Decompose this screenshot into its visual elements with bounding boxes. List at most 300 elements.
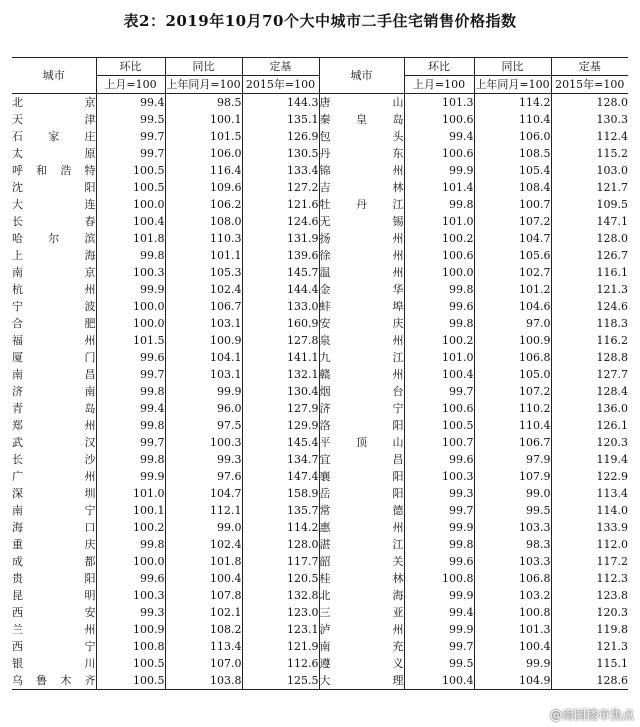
mom-value-right: 99.9 <box>404 519 474 536</box>
city-right: 吉林 <box>319 181 404 194</box>
base-value-right: 115.2 <box>551 145 628 162</box>
base-value-right: 127.7 <box>551 366 628 383</box>
yoy-value-left: 106.0 <box>165 145 242 162</box>
mom-value-right: 99.6 <box>404 553 474 570</box>
city-left: 宁波 <box>12 300 96 313</box>
mom-value-left: 99.9 <box>96 468 165 485</box>
base-value-left: 131.9 <box>242 230 319 247</box>
table-row <box>12 485 628 502</box>
city-left: 合肥 <box>12 317 96 330</box>
base-value-right: 128.0 <box>551 94 628 112</box>
base-value-right: 115.1 <box>551 655 628 672</box>
table-body <box>12 94 628 690</box>
base-value-right: 120.3 <box>551 604 628 621</box>
city-right: 常德 <box>319 504 404 517</box>
table-row <box>12 332 628 349</box>
mom-value-left: 101.5 <box>96 332 165 349</box>
base-value-right: 112.4 <box>551 128 628 145</box>
city-right: 南充 <box>319 640 404 653</box>
yoy-header-left: 同比 <box>165 58 242 76</box>
mom-value-left: 101.8 <box>96 230 165 247</box>
yoy-value-right: 100.8 <box>474 604 551 621</box>
mom-value-right: 99.3 <box>404 485 474 502</box>
yoy-value-left: 107.0 <box>165 655 242 672</box>
city-right: 锦州 <box>319 164 404 177</box>
table-row <box>12 655 628 672</box>
city-right: 蚌埠 <box>319 300 404 313</box>
mom-value-right: 101.0 <box>404 213 474 230</box>
base-value-right: 126.7 <box>551 247 628 264</box>
yoy-value-right: 101.2 <box>474 281 551 298</box>
table-row <box>12 502 628 519</box>
mom-value-right: 101.4 <box>404 179 474 196</box>
base-header-left: 定基 <box>242 58 319 76</box>
mom-value-left: 99.8 <box>96 451 165 468</box>
yoy-value-right: 104.6 <box>474 298 551 315</box>
city-left: 沈阳 <box>12 181 96 194</box>
yoy-value-left: 103.8 <box>165 672 242 690</box>
yoy-value-right: 106.0 <box>474 128 551 145</box>
mom-value-left: 100.5 <box>96 655 165 672</box>
base-value-right: 124.6 <box>551 298 628 315</box>
base-value-right: 122.9 <box>551 468 628 485</box>
yoy-value-right: 99.5 <box>474 502 551 519</box>
table-row <box>12 94 628 112</box>
yoy-value-left: 100.4 <box>165 570 242 587</box>
city-right: 赣州 <box>319 368 404 381</box>
city-left: 石家庄 <box>12 130 96 143</box>
table-row <box>12 570 628 587</box>
base-value-left: 141.1 <box>242 349 319 366</box>
city-left: 成都 <box>12 555 96 568</box>
mom-value-left: 100.3 <box>96 264 165 281</box>
city-right: 宜昌 <box>319 453 404 466</box>
base-sub-right: 2015年=100 <box>551 76 628 94</box>
base-value-left: 139.6 <box>242 247 319 264</box>
mom-value-right: 100.3 <box>404 468 474 485</box>
yoy-value-right: 103.3 <box>474 553 551 570</box>
mom-value-right: 99.7 <box>404 502 474 519</box>
mom-header-left: 环比 <box>96 58 165 76</box>
base-value-right: 123.8 <box>551 587 628 604</box>
city-right: 济宁 <box>319 402 404 415</box>
yoy-sub-left: 上年同月=100 <box>165 76 242 94</box>
mom-value-left: 99.8 <box>96 383 165 400</box>
city-right: 北海 <box>319 589 404 602</box>
mom-header-right: 环比 <box>404 58 474 76</box>
yoy-value-left: 106.2 <box>165 196 242 213</box>
table-row <box>12 111 628 128</box>
mom-value-left: 99.5 <box>96 111 165 128</box>
yoy-value-left: 105.3 <box>165 264 242 281</box>
yoy-value-right: 104.9 <box>474 672 551 690</box>
yoy-value-left: 102.1 <box>165 604 242 621</box>
base-value-right: 114.0 <box>551 502 628 519</box>
yoy-value-right: 106.8 <box>474 349 551 366</box>
table-row <box>12 298 628 315</box>
base-value-left: 127.2 <box>242 179 319 196</box>
yoy-value-right: 100.7 <box>474 196 551 213</box>
price-index-table <box>12 57 628 690</box>
yoy-value-left: 103.1 <box>165 315 242 332</box>
mom-value-left: 100.5 <box>96 179 165 196</box>
city-right: 扬州 <box>319 232 404 245</box>
yoy-value-right: 105.0 <box>474 366 551 383</box>
base-value-right: 113.4 <box>551 485 628 502</box>
table-row <box>12 145 628 162</box>
yoy-value-right: 106.7 <box>474 434 551 451</box>
yoy-value-right: 108.4 <box>474 179 551 196</box>
city-right: 包头 <box>319 130 404 143</box>
city-left: 哈尔滨 <box>12 232 96 245</box>
mom-value-right: 99.8 <box>404 536 474 553</box>
mom-value-left: 99.3 <box>96 604 165 621</box>
base-sub-left: 2015年=100 <box>242 76 319 94</box>
mom-value-right: 99.8 <box>404 196 474 213</box>
base-value-right: 116.1 <box>551 264 628 281</box>
city-left: 北京 <box>12 96 96 109</box>
base-value-left: 128.0 <box>242 536 319 553</box>
mom-value-right: 99.4 <box>404 604 474 621</box>
city-left: 上海 <box>12 249 96 262</box>
mom-value-left: 100.0 <box>96 553 165 570</box>
table-row <box>12 383 628 400</box>
mom-value-left: 99.4 <box>96 400 165 417</box>
city-right: 秦皇岛 <box>319 113 404 126</box>
city-left: 青岛 <box>12 402 96 415</box>
yoy-value-left: 99.3 <box>165 451 242 468</box>
table-row <box>12 247 628 264</box>
base-value-right: 119.4 <box>551 451 628 468</box>
base-value-right: 128.4 <box>551 383 628 400</box>
city-right: 大理 <box>319 672 404 690</box>
city-right: 湛江 <box>319 538 404 551</box>
yoy-value-right: 99.9 <box>474 655 551 672</box>
base-value-left: 134.7 <box>242 451 319 468</box>
yoy-value-left: 102.4 <box>165 281 242 298</box>
yoy-value-left: 100.1 <box>165 111 242 128</box>
city-header-right: 城市 <box>319 58 404 94</box>
mom-value-right: 99.5 <box>404 655 474 672</box>
mom-value-right: 99.6 <box>404 451 474 468</box>
city-left: 长春 <box>12 215 96 228</box>
mom-value-left: 99.6 <box>96 349 165 366</box>
yoy-value-left: 109.6 <box>165 179 242 196</box>
yoy-value-right: 100.4 <box>474 638 551 655</box>
city-right: 桂林 <box>319 572 404 585</box>
city-left: 乌鲁木齐 <box>12 672 96 690</box>
yoy-value-left: 97.6 <box>165 468 242 485</box>
mom-value-right: 100.6 <box>404 111 474 128</box>
table-row <box>12 536 628 553</box>
city-left: 西宁 <box>12 640 96 653</box>
base-value-left: 127.8 <box>242 332 319 349</box>
yoy-value-right: 106.8 <box>474 570 551 587</box>
mom-value-right: 100.8 <box>404 570 474 587</box>
mom-value-left: 99.8 <box>96 247 165 264</box>
yoy-value-left: 99.0 <box>165 519 242 536</box>
table-row <box>12 621 628 638</box>
table-row <box>12 553 628 570</box>
mom-value-left: 100.5 <box>96 672 165 690</box>
mom-value-right: 99.8 <box>404 315 474 332</box>
city-header-left: 城市 <box>12 58 96 94</box>
mom-value-right: 100.2 <box>404 332 474 349</box>
base-value-left: 160.9 <box>242 315 319 332</box>
base-value-left: 144.4 <box>242 281 319 298</box>
city-left: 广州 <box>12 470 96 483</box>
mom-value-right: 100.5 <box>404 417 474 434</box>
table-row <box>12 128 628 145</box>
yoy-value-left: 101.8 <box>165 553 242 570</box>
base-value-left: 127.9 <box>242 400 319 417</box>
base-value-left: 120.5 <box>242 570 319 587</box>
table-row <box>12 400 628 417</box>
base-value-left: 125.5 <box>242 672 319 690</box>
mom-value-left: 100.9 <box>96 621 165 638</box>
mom-value-right: 99.9 <box>404 587 474 604</box>
yoy-value-right: 100.9 <box>474 332 551 349</box>
table-row <box>12 162 628 179</box>
mom-value-right: 100.6 <box>404 247 474 264</box>
yoy-value-right: 97.0 <box>474 315 551 332</box>
yoy-value-right: 103.2 <box>474 587 551 604</box>
base-value-right: 147.1 <box>551 213 628 230</box>
table-row <box>12 264 628 281</box>
base-value-left: 135.1 <box>242 111 319 128</box>
base-value-right: 112.0 <box>551 536 628 553</box>
yoy-value-right: 104.7 <box>474 230 551 247</box>
city-left: 兰州 <box>12 623 96 636</box>
mom-value-left: 99.4 <box>96 94 165 112</box>
city-right: 岳阳 <box>319 487 404 500</box>
base-value-right: 103.0 <box>551 162 628 179</box>
yoy-value-left: 112.1 <box>165 502 242 519</box>
city-right: 泉州 <box>319 334 404 347</box>
table-row <box>12 451 628 468</box>
mom-value-right: 100.6 <box>404 145 474 162</box>
base-value-right: 128.0 <box>551 230 628 247</box>
city-left: 贵阳 <box>12 572 96 585</box>
mom-sub-left: 上月=100 <box>96 76 165 94</box>
city-right: 徐州 <box>319 249 404 262</box>
city-right: 丹东 <box>319 147 404 160</box>
city-left: 福州 <box>12 334 96 347</box>
yoy-value-right: 101.3 <box>474 621 551 638</box>
city-left: 大连 <box>12 198 96 211</box>
base-value-right: 128.6 <box>551 672 628 690</box>
city-right: 遵义 <box>319 657 404 670</box>
base-value-left: 135.7 <box>242 502 319 519</box>
city-left: 天津 <box>12 113 96 126</box>
yoy-value-left: 110.3 <box>165 230 242 247</box>
table-row <box>12 366 628 383</box>
mom-value-right: 99.4 <box>404 128 474 145</box>
mom-value-left: 100.8 <box>96 638 165 655</box>
base-value-left: 117.7 <box>242 553 319 570</box>
yoy-value-left: 104.7 <box>165 485 242 502</box>
mom-value-left: 100.5 <box>96 162 165 179</box>
city-left: 深圳 <box>12 487 96 500</box>
yoy-value-right: 105.6 <box>474 247 551 264</box>
base-value-left: 123.0 <box>242 604 319 621</box>
yoy-value-left: 108.2 <box>165 621 242 638</box>
yoy-value-left: 106.7 <box>165 298 242 315</box>
table-row <box>12 468 628 485</box>
city-right: 温州 <box>319 266 404 279</box>
city-left: 郑州 <box>12 419 96 432</box>
yoy-value-left: 99.9 <box>165 383 242 400</box>
mom-value-right: 100.6 <box>404 400 474 417</box>
base-value-right: 130.3 <box>551 111 628 128</box>
mom-value-left: 99.8 <box>96 417 165 434</box>
city-right: 金华 <box>319 283 404 296</box>
base-value-left: 114.2 <box>242 519 319 536</box>
table-row <box>12 434 628 451</box>
table-row <box>12 417 628 434</box>
mom-value-left: 100.0 <box>96 298 165 315</box>
base-value-left: 124.6 <box>242 213 319 230</box>
table-row <box>12 672 628 690</box>
base-value-right: 133.9 <box>551 519 628 536</box>
yoy-value-left: 103.1 <box>165 366 242 383</box>
city-left: 济南 <box>12 385 96 398</box>
base-value-left: 130.5 <box>242 145 319 162</box>
city-left: 南宁 <box>12 504 96 517</box>
mom-value-right: 101.3 <box>404 94 474 112</box>
city-right: 洛阳 <box>319 419 404 432</box>
base-value-left: 130.4 <box>242 383 319 400</box>
yoy-value-right: 98.3 <box>474 536 551 553</box>
base-value-right: 112.3 <box>551 570 628 587</box>
mom-value-left: 99.7 <box>96 434 165 451</box>
city-left: 杭州 <box>12 283 96 296</box>
mom-value-right: 99.7 <box>404 383 474 400</box>
yoy-value-left: 113.4 <box>165 638 242 655</box>
mom-value-right: 99.9 <box>404 162 474 179</box>
base-value-right: 109.5 <box>551 196 628 213</box>
base-value-left: 123.1 <box>242 621 319 638</box>
yoy-value-right: 99.0 <box>474 485 551 502</box>
mom-value-right: 100.4 <box>404 672 474 690</box>
city-left: 南昌 <box>12 368 96 381</box>
city-right: 泸州 <box>319 623 404 636</box>
city-left: 重庆 <box>12 538 96 551</box>
yoy-value-right: 105.4 <box>474 162 551 179</box>
base-value-left: 121.9 <box>242 638 319 655</box>
city-right: 惠州 <box>319 521 404 534</box>
mom-value-right: 101.0 <box>404 349 474 366</box>
city-left: 银川 <box>12 657 96 670</box>
mom-value-left: 100.0 <box>96 315 165 332</box>
mom-value-right: 99.8 <box>404 281 474 298</box>
city-left: 西安 <box>12 606 96 619</box>
table-row <box>12 638 628 655</box>
yoy-value-right: 114.2 <box>474 94 551 112</box>
yoy-sub-right: 上年同月=100 <box>474 76 551 94</box>
mom-value-left: 99.6 <box>96 570 165 587</box>
city-left: 海口 <box>12 521 96 534</box>
city-right: 烟台 <box>319 385 404 398</box>
table-row <box>12 230 628 247</box>
header-row-top <box>12 58 628 76</box>
table-row <box>12 196 628 213</box>
city-left: 长沙 <box>12 453 96 466</box>
table-row <box>12 604 628 621</box>
base-value-right: 121.7 <box>551 179 628 196</box>
base-value-right: 136.0 <box>551 400 628 417</box>
yoy-value-right: 110.2 <box>474 400 551 417</box>
city-right: 韶关 <box>319 555 404 568</box>
yoy-value-left: 100.9 <box>165 332 242 349</box>
watermark: @南国楼市焦点 <box>549 708 634 722</box>
city-right: 襄阳 <box>319 470 404 483</box>
city-left: 太原 <box>12 147 96 160</box>
mom-value-left: 99.7 <box>96 366 165 383</box>
base-value-right: 117.2 <box>551 553 628 570</box>
yoy-value-right: 107.2 <box>474 383 551 400</box>
base-value-left: 129.9 <box>242 417 319 434</box>
base-value-left: 133.0 <box>242 298 319 315</box>
table-row <box>12 349 628 366</box>
city-right: 唐山 <box>319 94 404 112</box>
mom-value-right: 100.7 <box>404 434 474 451</box>
yoy-value-right: 110.4 <box>474 111 551 128</box>
base-value-left: 121.6 <box>242 196 319 213</box>
table-row <box>12 281 628 298</box>
mom-value-left: 100.4 <box>96 213 165 230</box>
mom-value-left: 100.1 <box>96 502 165 519</box>
table-row <box>12 587 628 604</box>
table-row <box>12 213 628 230</box>
yoy-value-right: 107.2 <box>474 213 551 230</box>
city-left: 厦门 <box>12 351 96 364</box>
base-value-left: 145.4 <box>242 434 319 451</box>
base-value-right: 128.8 <box>551 349 628 366</box>
mom-value-left: 100.0 <box>96 196 165 213</box>
yoy-value-right: 107.9 <box>474 468 551 485</box>
city-left: 昆明 <box>12 589 96 602</box>
mom-value-right: 100.0 <box>404 264 474 281</box>
base-value-left: 133.4 <box>242 162 319 179</box>
mom-value-left: 101.0 <box>96 485 165 502</box>
table-title: 表2：2019年10月70个大中城市二手住宅销售价格指数 <box>123 12 517 30</box>
city-left: 呼和浩特 <box>12 164 96 177</box>
table-row <box>12 519 628 536</box>
base-value-left: 145.7 <box>242 264 319 281</box>
yoy-value-left: 100.3 <box>165 434 242 451</box>
mom-value-left: 99.7 <box>96 128 165 145</box>
yoy-value-right: 110.4 <box>474 417 551 434</box>
mom-value-left: 99.7 <box>96 145 165 162</box>
mom-value-right: 99.6 <box>404 298 474 315</box>
yoy-value-left: 116.4 <box>165 162 242 179</box>
table-row <box>12 179 628 196</box>
base-value-left: 112.6 <box>242 655 319 672</box>
yoy-value-left: 104.1 <box>165 349 242 366</box>
base-value-right: 121.3 <box>551 281 628 298</box>
yoy-value-right: 103.3 <box>474 519 551 536</box>
base-header-right: 定基 <box>551 58 628 76</box>
city-left: 南京 <box>12 266 96 279</box>
base-value-left: 126.9 <box>242 128 319 145</box>
mom-value-left: 99.9 <box>96 281 165 298</box>
mom-value-left: 99.8 <box>96 536 165 553</box>
base-value-left: 132.1 <box>242 366 319 383</box>
city-right: 牡丹江 <box>319 198 404 211</box>
mom-sub-right: 上月=100 <box>404 76 474 94</box>
city-left: 武汉 <box>12 436 96 449</box>
